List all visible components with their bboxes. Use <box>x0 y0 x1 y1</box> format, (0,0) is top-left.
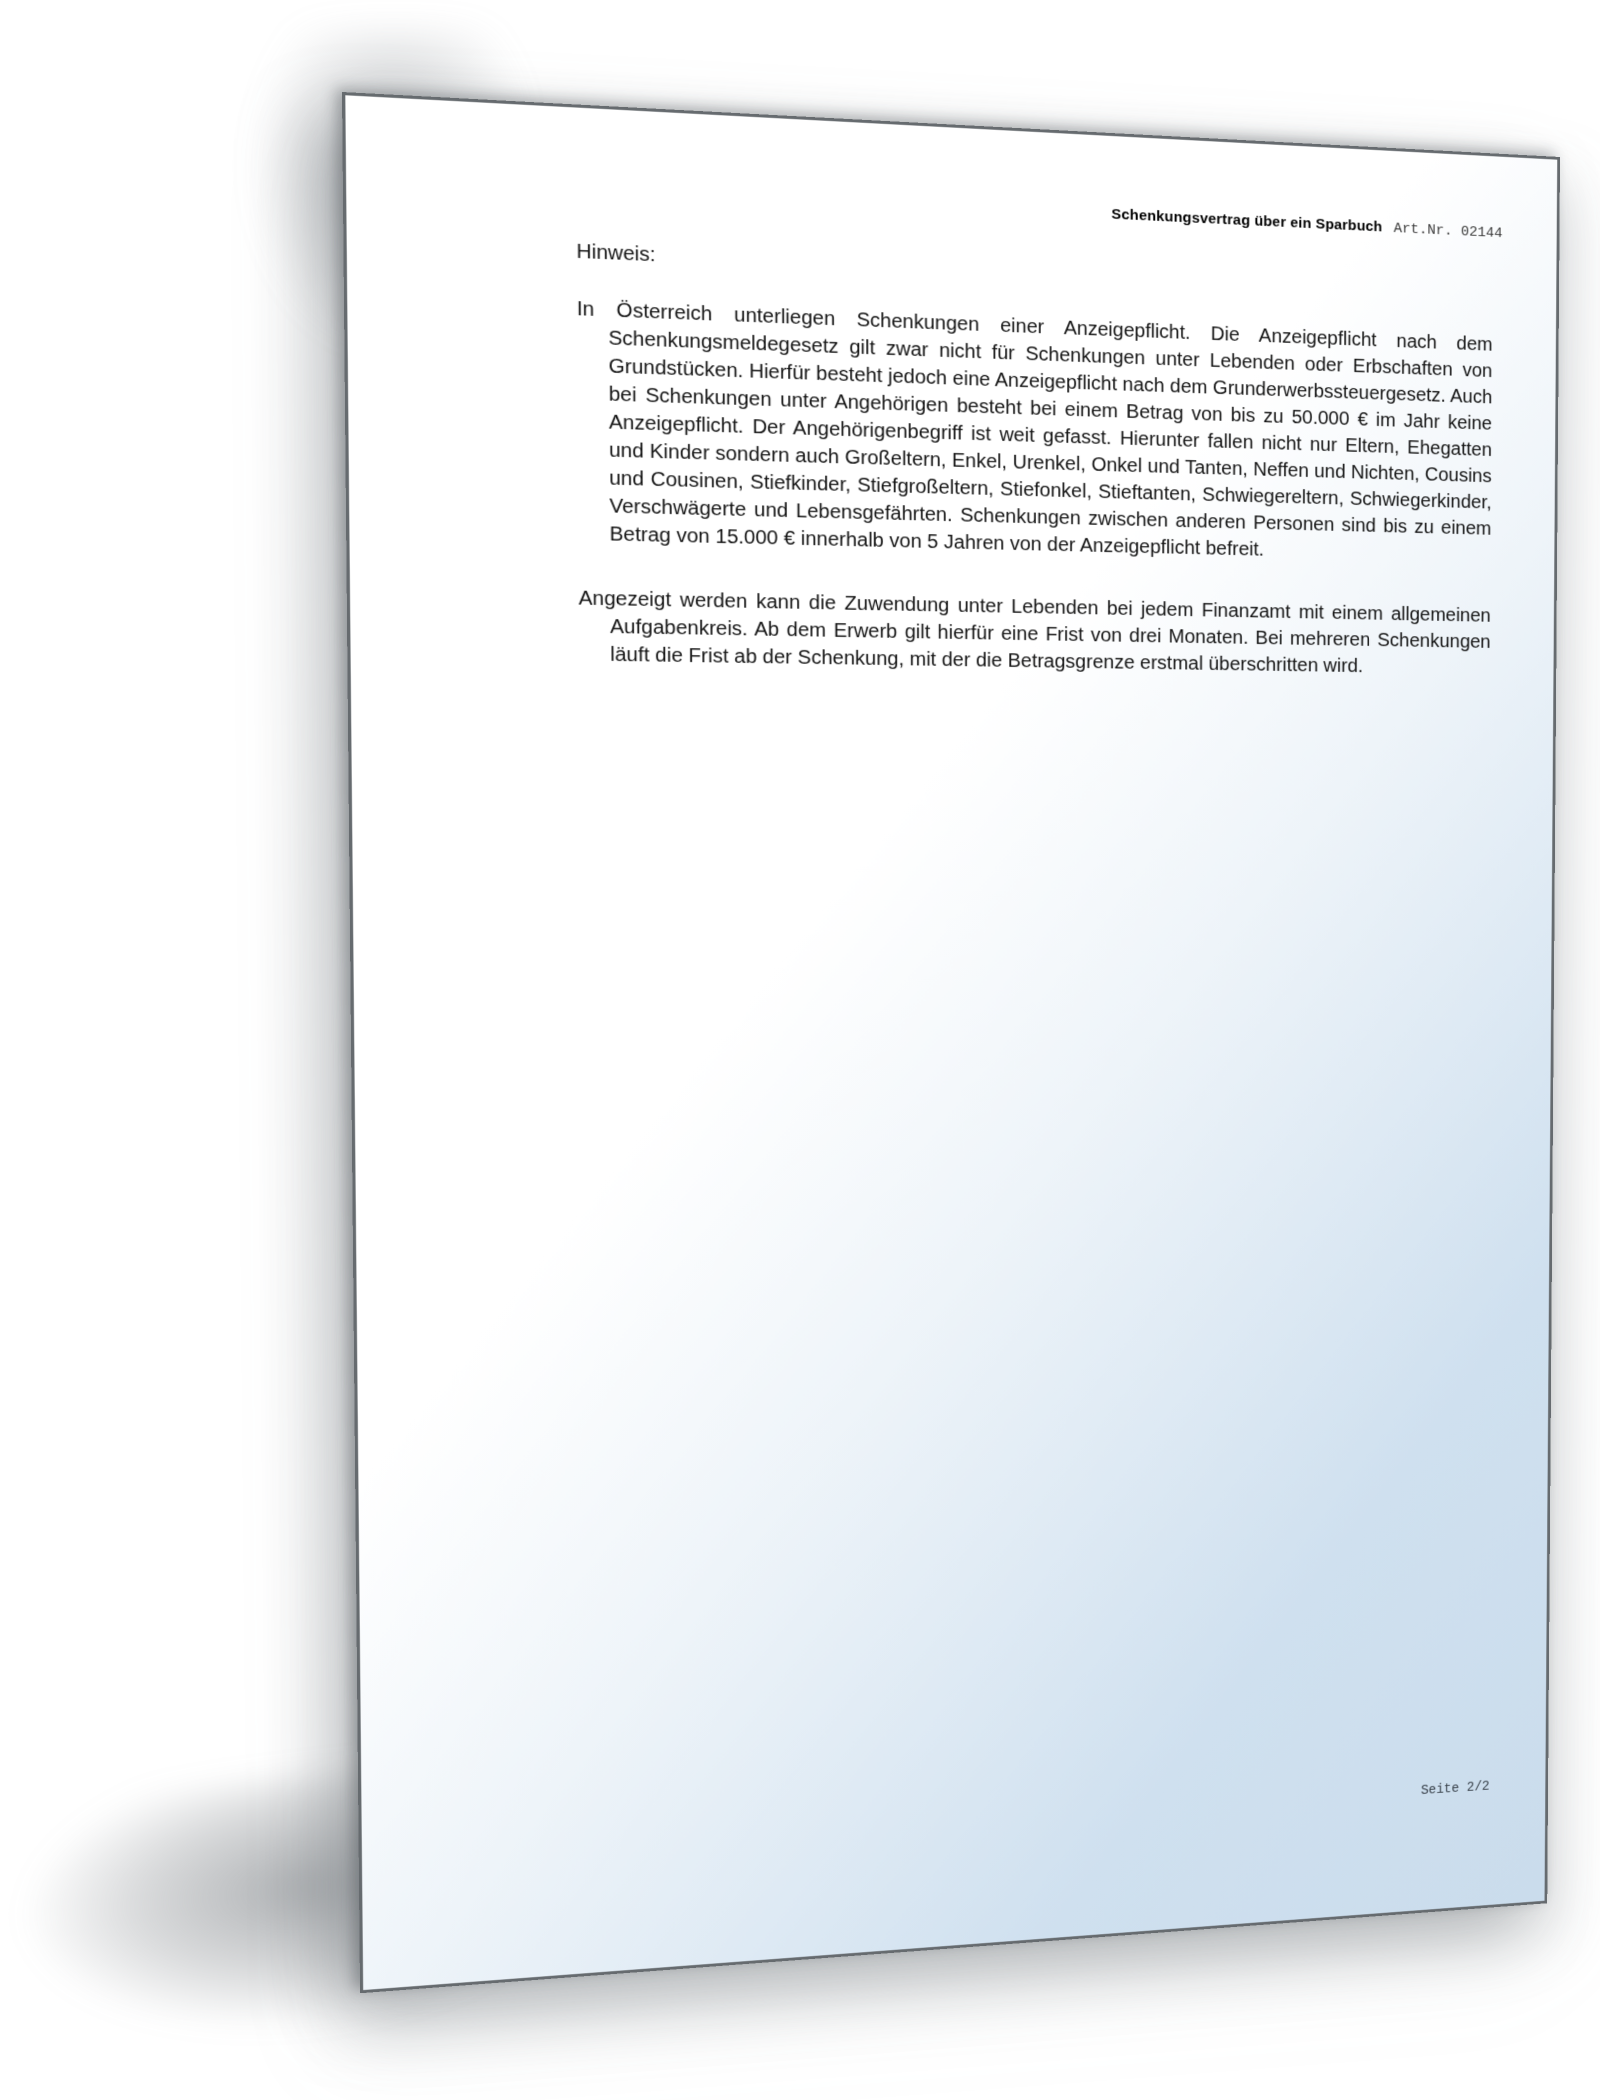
page-number: Seite 2/2 <box>1420 1779 1490 1799</box>
document-header <box>576 180 1503 242</box>
hinweis-label: Hinweis: <box>576 240 656 267</box>
document-title: Schenkungsvertrag über ein Sparbuch <box>1111 206 1383 236</box>
paragraph-finanzamt: Angezeigt werden kann die Zuwendung unter Lebenden bei jedem Finanzamt mit einem allgemeinen Aufgabenkreis. Ab dem Erwerb gilt hierfür eine Frist von drei Monaten. Bei mehreren Schenkungen läuft die Frist ab der Schenkung, mit der die Betragsgrenze erstmal überschritten wird. <box>578 587 1491 677</box>
document-page <box>342 92 1560 1993</box>
paragraph-anzeigepflicht: In Österreich unterliegen Schenkungen einer Anzeigepflicht. Die Anzeigepflicht nach dem Schenkungsmeldegesetz gilt zwar nicht für Schenkungen unter Lebenden oder Erbschaften von Grundstücken. Hierfür besteht jedoch eine Anzeigepflicht nach dem Grunderwerbssteuergesetz. Auch bei Schenkungen unter Angehörigen besteht bei einem Betrag von bis zu 50.000 € im Jahr keine Anzeigepflicht. Der Angehörigenbegriff ist weit gefasst. Hierunter fallen nicht nur Eltern, Ehegatten und Kinder sondern auch Großeltern, Enkel, Urenkel, Onkel und Tanten, Neffen und Nichten, Cousins und Cousinen, Stiefkinder, Stiefgroßeltern, Stiefonkel, Stieftanten, Schwiegereltern, Schwiegerkinder, Verschwägerte und Lebensgefährten. Schenkungen zwischen anderen Personen sind bis zu einem Betrag von 15.000 € innerhalb von 5 Jahren von der Anzeigepflicht befreit. <box>576 298 1493 561</box>
article-number: Art.Nr. 02144 <box>1393 220 1503 242</box>
